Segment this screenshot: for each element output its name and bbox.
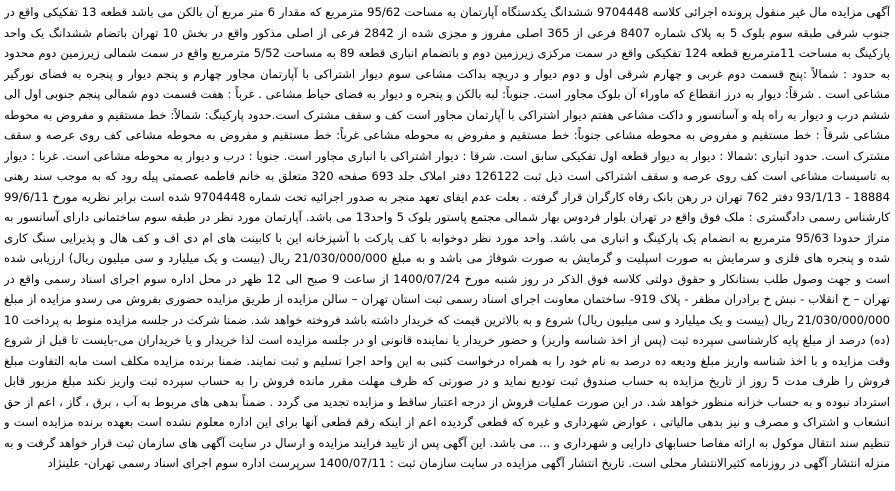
auction-notice-body-text: آگهی مزایده مال غیر منقول پرونده اجرائی کلاسه 9704448 ششدانگ یکدستگاه آپارتمان به مساحت 95/62 مترمربع که مقدار 6 متر مربع آن بالکن می باشد قطعه 13 تفکیکی واقع در جنوب شرقی طبقه سوم بلوک 5 به پلاک شماره 8407 فرعی از 365 اصلی مفروز و مجزی شده از 2842 فرعی از اصلی مذکور واقع در بخش 10 تهران باتضام ششدانگ یک واحد پارکینگ به مساحت 11مترمربع قطعه 124 تفکیکی واقع در سمت مرکزی زیرزمین دوم و باتضمام انباری قطعه 89 به مساحت 5/52 مترمربع واقع در سمت شمالی زیرزمین دوم محدود به حدود : شمالاً :پنج قسمت دوم غربی و چهارم شرقی اول و دوم دیوار و دریچه بداکت مشاعی سوم دیوار اشتراکی با آپارتمان مجاور چهارم و پنجم دیوار و پنجره به فضای نورگیر مشاعی است . شرقاً: دیوار به درز انقطاع که ماوراء آن بلوک مجاور است. جنوباً: لبه بالکن و پنجره و دیوار به فضای حیاط مشاعی . غرباً : هفت قسمت دوم شمالی پنجم جنوبی اول الی ششم درب و دیوار به راه پله و آسانسور و داکت مشاعی هفتم دیوار اشتراکی با آپارتمان مجاور است کف و سقف مشترک است.حدود پارکینگ: شمالاً: خط مستقیم و مفروض به محوطه مشاعی شرقاً : خط مستقیم و مفروض به محوطه مشاعی جنوباً: خط مستقیم و مفروض به محوطه مشاعی غرباً: خط مستقیم و مفروض به محوطه مشاعی کف روی عرصه و سقف مشترک است. حدود انباری :شمالا : دیوار به دیوار قطعه اول تفکیکی سابق است. شرقا : دیوار اشتراکی با انباری مجاور است. جنوبا : درب و دیوار به محوطه مشاعی است. غربا : دیوار به تاسیسات مشاعی است کف روی عرصه و سقف اشتراکی است ذیل ثبت 126122 دفتر املاک جلد 693 صفحه 320 متعلق به خانم فاطمه عصمتی پیله رود که به موجب سند رهنی 18884 - 93/1/13 دفتر 762 تهران در رهن بانک رفاه کارگران قرار گرفته . بعلت عدم ایفای تعهد منجر به صدور اجرائیه تحت شماره 9704448 شده است برابر نظریه مورخ 99/6/11 کارشناس رسمی دادگستری : ملک فوق واقع در تهران بلوار فردوس بهار شمالی مجتمع پاستور بلوک 5 واحد13 می باشد. آپارتمان مورد نظر در طبقه سوم ساختمانی دارای آسانسور به متراژ حدودا 95/63 مترمربع به انضمام یک پارکینگ و انباری می باشد. واحد مورد نظر دوخوابه با کف پارکت با آشپزخانه این با کابینت های ام دی اف و کف هال و پذیرایی سنگ کاری شده و پنجره های فلزی و سرمایش به صورت اسپلیت و گرمایش به صورت شوفاژ می باشد و به مبلغ 21/030/000/000 ریال (بیست و یک میلیارد و سی میلیون ریال) ارزیابی شده است و جهت وصول طلب بستانکار و حقوق دولتی کلاسه فوق الذکر در روز شنبه مورخ 1400/07/24 از ساعت 9 صبح الی 12 ظهر در محل اداره سوم اجرای اسناد رسمی واقع در تهران – خ انقلاب - نبش خ برادران مظفر - پلاک 919- ساختمان معاونت اجرای اسناد رسمی ثبت استان تهران – سالن مزایده از طریق مزایده حضوری بفروش می رسدو مزایده از مبلغ 21/030/000/000 ریال (بیست و یک میلیارد و سی میلیون ریال) شروع و به بالاترین قیمت که خریدار داشته باشد فروخته خواهد شد. ضمنا شرکت در جلسه مزایده منوط به پرداخت 10 (ده) درصد از مبلغ پایه کارشناسی سپرده ثبت (پس از اخذ شناسه واریز) و حضور خریدار یا نماینده قانونی او در جلسه مزایده است لذا خریدار و یا خریداران می-بایست تا قبل از شروع وقت مزایده و با اخذ شناسه واریز مبلغ ودیعه ده درصد به نام خود را به همراه درخواست کتبی به این واحد اجرا تسلیم و ثبت نمایند. ضمنا برنده مزایده مکلف است مابه التفاوت مبلغ فروش را ظرف مدت 5 روز از تاریخ مزایده به حساب صندوق ثبت تودیع نماید و در صورتی که ظرف مهلت مقرر مانده فروش را به حساب سپرده ثبت واریز نکند مبلغ مزبور قابل استرداد نبوده و به حساب خزانه منظور خواهد شد. در این صورت عملیات فروش از درجه اعتبار ساقط و مزایده تجدید می گردد . ضمناً بدهی های مربوط به آب ، برق ، گاز ، اعم از حق انشعاب و اشتراک و مصرف و نیز بدهی مالیاتی ، عوارض شهرداری و غیره که قطعی گردیده اعم از اینکه رقم قطعی آنها برای این اداره معلوم نشده است بعهده برنده مزایده است و تنظیم سند انتقال موکول به ارائه مفاصا حسابهای دارایی و شهرداری و ... می باشد. این آگهی پس از تایید فرایند مزایده و ارسال در سایت آگهی های سازمان ثبت قرار خواهد گرفت و به منزله انتشار آگهی در روزنامه کثیرالانتشار محلی است. تاریخ انتشار آگهی مزایده در سایت سازمان ثبت : 1400/07/11 سرپرست اداره سوم اجرای اسناد رسمی تهران- علینژاد xyxy=(4,5,890,470)
auction-notice-document xyxy=(4,2,890,489)
